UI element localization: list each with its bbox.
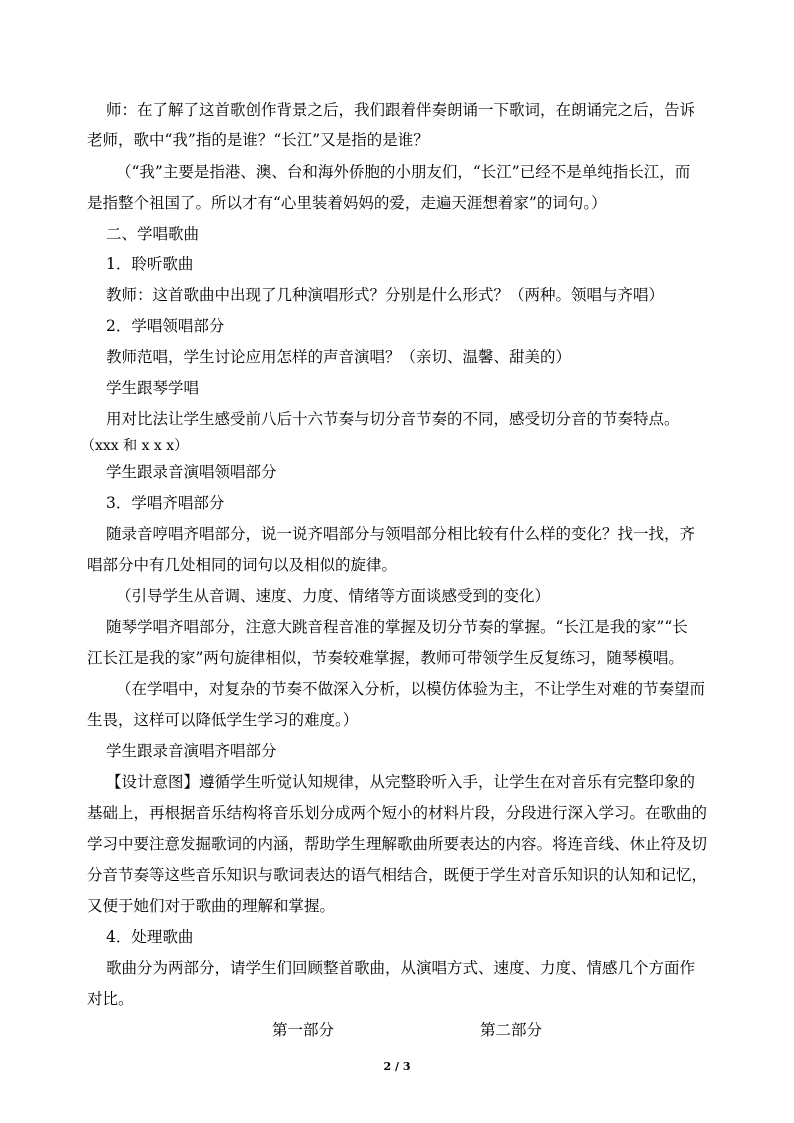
paragraph-line: 学生跟录音演唱齐唱部分 <box>106 742 277 760</box>
subsection-heading: 3．学唱齐唱部分 <box>106 494 225 512</box>
paragraph-line: （引导学生从音调、速度、力度、情绪等方面谈感受到的变化） <box>116 587 551 605</box>
paragraph-line: 歌曲分为两部分，请学生们回顾整首歌曲，从演唱方式、速度、力度、情感几个方面作 <box>106 959 696 977</box>
paragraph-line: 基础上，再根据音乐结构将音乐划分成两个短小的材料片段，分段进行深入学习。在歌曲的 <box>87 804 708 822</box>
paragraph-line: 对比。 <box>87 990 134 1008</box>
paragraph-line: （“我”主要是指港、澳、台和海外侨胞的小朋友们，“长江”已经不是单纯指长江，而 <box>116 163 691 181</box>
subsection-heading: 2．学唱领唱部分 <box>106 317 225 335</box>
paragraph-line: （在学唱中，对复杂的节奏不做深入分析，以模仿体验为主，不让学生对难的节奏望而 <box>116 680 706 698</box>
subsection-heading: 1．聆听歌曲 <box>106 255 194 273</box>
subsection-heading: 4．处理歌曲 <box>106 928 194 946</box>
paragraph-line: 学生跟琴学唱 <box>106 379 200 397</box>
paragraph-line: 江长江是我的家”两句旋律相似，节奏较难掌握，教师可带领学生反复练习，随琴模唱。 <box>87 649 684 667</box>
design-intent-line: 【设计意图】遵循学生听觉认知规律，从完整聆听入手，让学生在对音乐有完整印象的 <box>106 773 696 791</box>
rhythm-notation: （xxx 和 x x x） <box>81 438 189 454</box>
paragraph-line: 分音节奏等这些音乐知识与歌词表达的语气相结合，既便于学生对音乐知识的认知和记忆， <box>87 866 708 884</box>
paragraph-line: 唱部分中有几处相同的词句以及相似的旋律。 <box>87 556 398 574</box>
paragraph-line: 用对比法让学生感受前八后十六节奏与切分音节奏的不同，感受切分音的节奏特点。 <box>106 410 680 428</box>
paragraph-line: 老师，歌中“我”指的是谁？“长江”又是指的是谁？ <box>87 131 429 149</box>
paragraph-line: 师：在了解了这首歌创作背景之后，我们跟着伴奏朗诵一下歌词，在朗诵完之后，告诉 <box>106 101 696 119</box>
table-header-part-two: 第二部分 <box>480 1021 543 1039</box>
table-header-part-one: 第一部分 <box>272 1021 335 1039</box>
paragraph-line: 生畏，这样可以降低学生学习的难度。） <box>87 711 359 729</box>
section-heading: 二、学唱歌曲 <box>106 225 200 243</box>
paragraph-line: 是指整个祖国了。所以才有“心里装着妈妈的爱，走遍天涯想着家”的词句。） <box>87 194 607 212</box>
paragraph-line: 随琴学唱齐唱部分，注意大跳音程音准的掌握及切分节奏的掌握。“长江是我的家”“长 <box>106 618 688 636</box>
paragraph-line: 又便于她们对于歌曲的理解和掌握。 <box>87 897 336 915</box>
paragraph-line: 教师：这首歌曲中出现了几种演唱形式？分别是什么形式？（两种。领唱与齐唱） <box>106 286 665 304</box>
paragraph-line: 学习中要注意发掘歌词的内涵，帮助学生理解歌曲所要表达的内容。将连音线、休止符及切 <box>87 835 708 853</box>
paragraph-line: 教师范唱，学生讨论应用怎样的声音演唱？（亲切、温馨、甜美的） <box>106 348 572 366</box>
paragraph-line: 随录音哼唱齐唱部分，说一说齐唱部分与领唱部分相比较有什么样的变化？找一找，齐 <box>106 525 696 543</box>
paragraph-line: 学生跟录音演唱领唱部分 <box>106 463 277 481</box>
page-number: 2 / 3 <box>383 1060 411 1073</box>
